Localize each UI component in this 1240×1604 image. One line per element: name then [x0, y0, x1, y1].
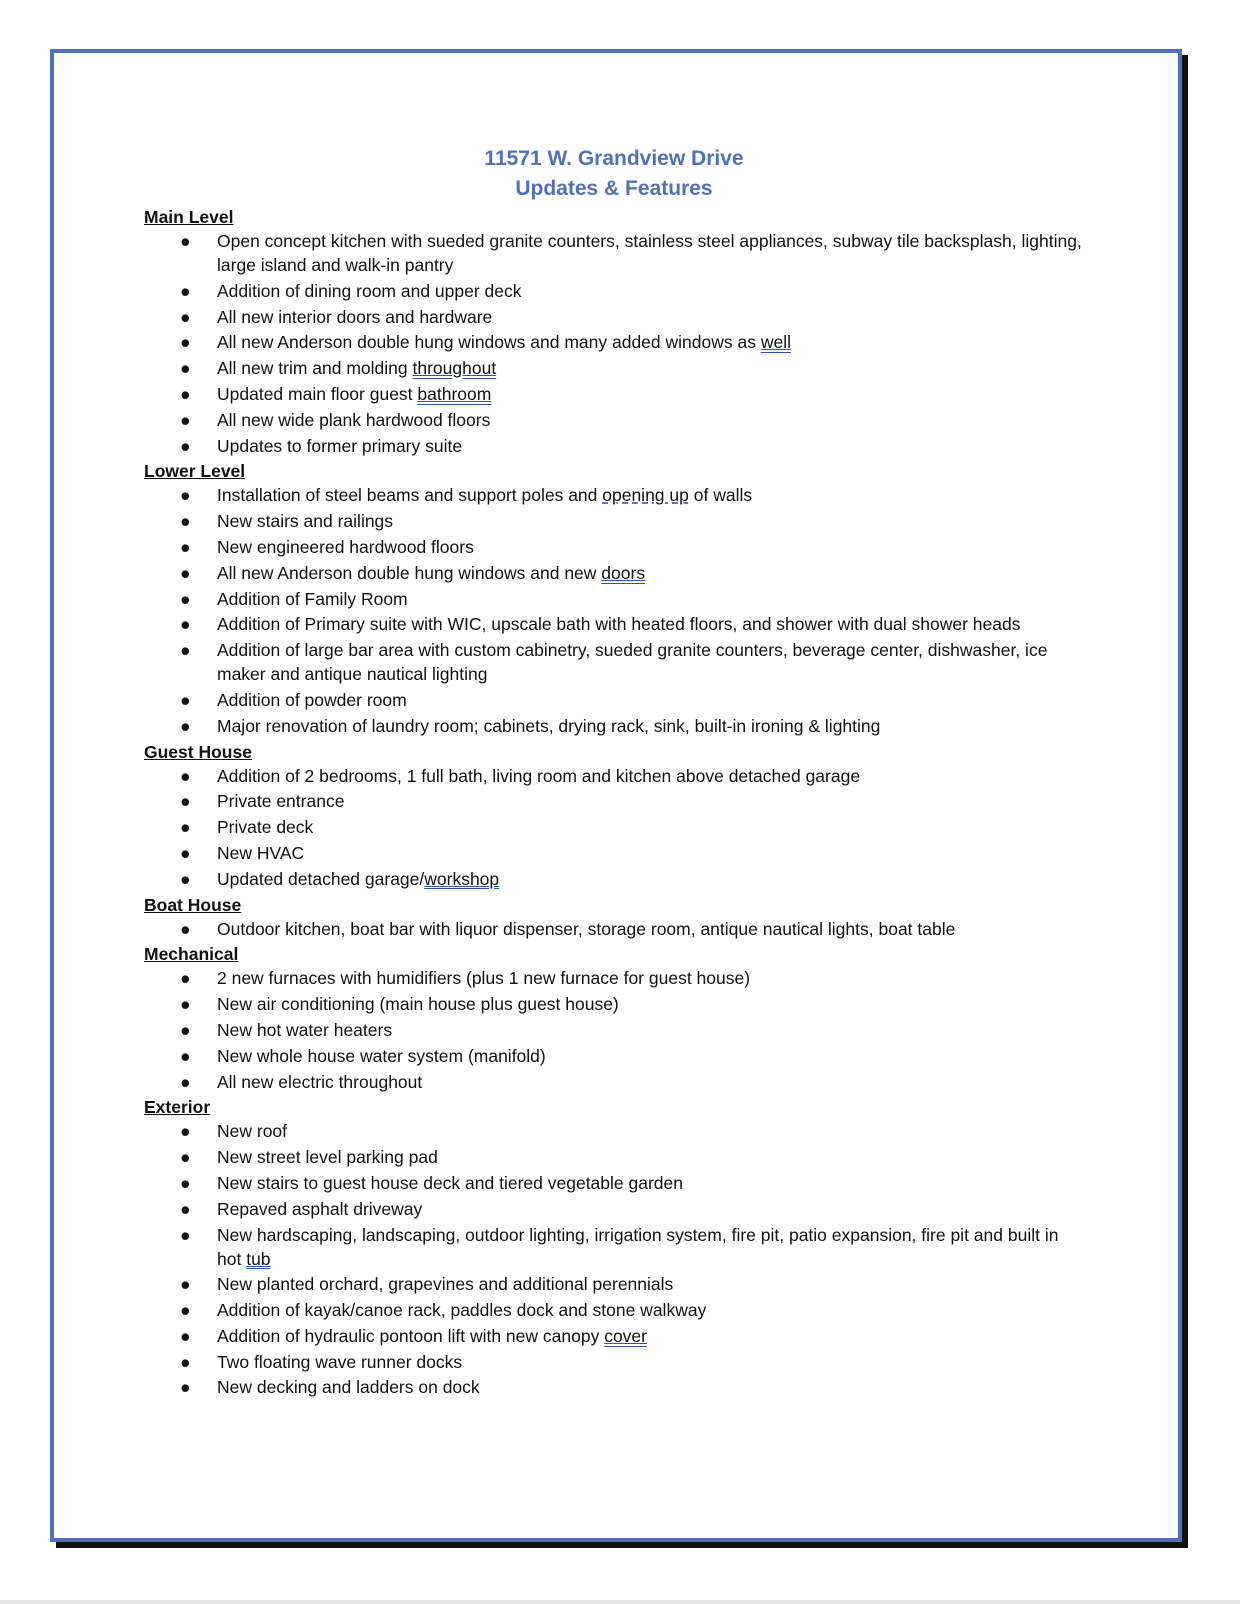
- list-item: [144, 789, 1084, 813]
- bullet-icon: ●: [180, 383, 191, 404]
- bullet-icon: ●: [180, 1198, 191, 1219]
- bullet-icon: ●: [180, 1172, 191, 1193]
- list-item: [144, 279, 1084, 303]
- section-heading: Guest House: [144, 741, 252, 762]
- title-line-subtitle: Updates & Features: [515, 177, 713, 200]
- bullet-icon: ●: [180, 614, 191, 635]
- bullet-list: [144, 1119, 1084, 1399]
- bullet-icon: ●: [180, 231, 191, 251]
- bullet-icon: ●: [180, 765, 191, 786]
- bullet-icon: ●: [180, 842, 191, 863]
- bullet-icon: ●: [180, 511, 191, 532]
- list-item-text: Updated main floor guest: [217, 383, 418, 404]
- spellcheck-flagged-word[interactable]: bathroom: [417, 383, 492, 404]
- list-item: [144, 1324, 1084, 1348]
- bullet-icon: ●: [180, 715, 191, 736]
- list-item: [144, 1145, 1084, 1169]
- list-item: [144, 714, 1084, 738]
- list-item-text: All new Anderson double hung windows and many added windows as: [217, 332, 761, 353]
- bullet-icon: ●: [180, 562, 191, 583]
- window-bottom-edge: [0, 1600, 1240, 1604]
- bullet-icon: ●: [180, 306, 191, 327]
- list-item: [144, 305, 1084, 329]
- list-item-text: Addition of hydraulic pontoon lift with new canopy: [217, 1325, 605, 1346]
- list-item-text: Addition of Primary suite with WIC, upscale bath with heated floors, and shower with dual shower heads: [217, 614, 1021, 635]
- title-line-address: 11571 W. Grandview Drive: [484, 147, 744, 170]
- bullet-list: [144, 966, 1084, 1093]
- list-item-text: New stairs and railings: [217, 511, 394, 532]
- list-item-text: All new wide plank hardwood floors: [217, 409, 491, 430]
- bullet-icon: ●: [180, 1300, 191, 1321]
- list-item-text: Addition of Family Room: [217, 588, 408, 609]
- bullet-icon: ●: [180, 868, 191, 889]
- list-item-text: Private entrance: [217, 791, 345, 812]
- list-item: [144, 356, 1084, 380]
- bullet-list: [144, 917, 1084, 941]
- list-item-text: Repaved asphalt driveway: [217, 1198, 423, 1219]
- list-item: [144, 229, 1084, 277]
- bullet-icon: ●: [180, 918, 191, 939]
- list-item: [144, 1223, 1084, 1271]
- list-item: [144, 509, 1084, 533]
- list-item-text: New HVAC: [217, 842, 305, 863]
- bullet-icon: ●: [180, 409, 191, 430]
- list-item: [144, 815, 1084, 839]
- list-item-text: New engineered hardwood floors: [217, 536, 474, 557]
- list-item-text: New planted orchard, grapevines and additional perennials: [217, 1274, 674, 1295]
- spellcheck-flagged-word[interactable]: well: [760, 332, 791, 353]
- list-item-text: Outdoor kitchen, boat bar with liquor dispenser, storage room, antique nautical lights, boat table: [217, 918, 956, 939]
- list-item-text: Private deck: [217, 817, 314, 838]
- bullet-icon: ●: [180, 994, 191, 1015]
- spellcheck-flagged-word[interactable]: tub: [246, 1248, 271, 1269]
- list-item: [144, 1018, 1084, 1042]
- list-item-text: New decking and ladders on dock: [217, 1377, 480, 1398]
- bullet-icon: ●: [180, 1071, 191, 1092]
- bullet-icon: ●: [180, 1121, 191, 1142]
- list-item: [144, 992, 1084, 1016]
- bullet-icon: ●: [180, 1019, 191, 1040]
- list-item-text: All new trim and molding: [217, 358, 413, 379]
- list-item: [144, 841, 1084, 865]
- list-item: [144, 764, 1084, 788]
- list-item-text: New street level parking pad: [217, 1147, 438, 1168]
- list-item: [144, 1350, 1084, 1374]
- list-item-text: All new electric throughout: [217, 1071, 423, 1092]
- spellcheck-flagged-word[interactable]: throughout: [412, 358, 497, 379]
- bullet-icon: ●: [180, 1351, 191, 1372]
- bullet-icon: ●: [180, 332, 191, 353]
- spellcheck-flagged-word[interactable]: doors: [601, 562, 646, 583]
- list-item: [144, 535, 1084, 559]
- list-item: [144, 382, 1084, 406]
- list-item: [144, 330, 1084, 354]
- list-item: [144, 1119, 1084, 1143]
- bullet-icon: ●: [180, 817, 191, 838]
- document-body: [144, 144, 1084, 1401]
- list-item-text: Addition of powder room: [217, 689, 407, 710]
- bullet-list: [144, 764, 1084, 891]
- list-item-text: New hot water heaters: [217, 1019, 393, 1040]
- section-heading: Mechanical: [144, 944, 239, 965]
- bullet-list: [144, 483, 1084, 737]
- list-item: [144, 483, 1084, 507]
- section-heading: Boat House: [144, 894, 242, 915]
- bullet-icon: ●: [180, 1325, 191, 1346]
- list-item: [144, 688, 1084, 712]
- list-item: [144, 1375, 1084, 1399]
- bullet-icon: ●: [180, 280, 191, 301]
- bullet-icon: ●: [180, 1224, 191, 1245]
- list-item: [144, 408, 1084, 432]
- list-item: [144, 867, 1084, 891]
- list-item: [144, 1070, 1084, 1094]
- list-item-text: New roof: [217, 1121, 288, 1142]
- list-item-text: All new interior doors and hardware: [217, 306, 493, 327]
- list-item: [144, 966, 1084, 990]
- bullet-icon: ●: [180, 791, 191, 812]
- section-heading: Main Level: [144, 207, 234, 227]
- bullet-icon: ●: [180, 968, 191, 989]
- list-item-text: Addition of large bar area with custom cabinetry, sueded granite counters, beverage center, dishwasher, ice maker and antique nautical lighting: [217, 640, 1048, 685]
- list-item-text: New whole house water system (manifold): [217, 1045, 546, 1066]
- list-item: [144, 612, 1084, 636]
- list-item-text: Addition of kayak/canoe rack, paddles dock and stone walkway: [217, 1300, 707, 1321]
- sections-container: [144, 205, 1084, 1399]
- list-item: [144, 638, 1084, 686]
- list-item-text: Open concept kitchen with sueded granite counters, stainless steel appliances, subway tile backsplash, lighting, large island and walk-in pantry: [217, 231, 1082, 275]
- list-item-text: Two floating wave runner docks: [217, 1351, 463, 1372]
- bullet-icon: ●: [180, 1147, 191, 1168]
- bullet-icon: ●: [180, 1274, 191, 1295]
- list-item-text: Addition of dining room and upper deck: [217, 280, 522, 301]
- list-item-text: New stairs to guest house deck and tiered vegetable garden: [217, 1172, 683, 1193]
- list-item: [144, 917, 1084, 941]
- list-item: [144, 1298, 1084, 1322]
- bullet-icon: ●: [180, 358, 191, 379]
- list-item: [144, 561, 1084, 585]
- list-item-text: Updates to former primary suite: [217, 435, 463, 456]
- list-item-text: Updated detached garage/: [217, 868, 425, 889]
- bullet-icon: ●: [180, 485, 191, 506]
- list-item: [144, 1044, 1084, 1068]
- list-item: [144, 587, 1084, 611]
- spellcheck-flagged-word[interactable]: workshop: [424, 868, 500, 889]
- bullet-icon: ●: [180, 435, 191, 456]
- bullet-icon: ●: [180, 1377, 191, 1398]
- list-item: [144, 434, 1084, 458]
- bullet-icon: ●: [180, 588, 191, 609]
- bullet-icon: ●: [180, 536, 191, 557]
- bullet-icon: ●: [180, 689, 191, 710]
- document-title: [144, 144, 1084, 204]
- list-item-text: Addition of 2 bedrooms, 1 full bath, living room and kitchen above detached garage: [217, 765, 861, 786]
- section-heading: Lower Level: [144, 461, 246, 482]
- list-item-text: All new Anderson double hung windows and new: [217, 562, 602, 583]
- list-item-text-end: of walls: [688, 485, 753, 506]
- list-item: [144, 1272, 1084, 1296]
- list-item-text: Major renovation of laundry room; cabinets, drying rack, sink, built-in ironing & lighting: [217, 715, 881, 736]
- list-item-text: New air conditioning (main house plus guest house): [217, 994, 619, 1015]
- spellcheck-flagged-word[interactable]: cover: [604, 1325, 647, 1346]
- bullet-list: [144, 229, 1084, 458]
- list-item-text: Installation of steel beams and support poles and: [217, 485, 603, 506]
- grammar-flagged-phrase[interactable]: opening up: [602, 485, 689, 506]
- bullet-icon: ●: [180, 1045, 191, 1066]
- list-item-text: 2 new furnaces with humidifiers (plus 1 new furnace for guest house): [217, 968, 751, 989]
- list-item: [144, 1197, 1084, 1221]
- list-item-text: New hardscaping, landscaping, outdoor lighting, irrigation system, fire pit, patio expansion, fire pit and built in hot: [217, 1224, 1059, 1269]
- section-heading: Exterior: [144, 1097, 211, 1118]
- list-item: [144, 1171, 1084, 1195]
- bullet-icon: ●: [180, 640, 191, 661]
